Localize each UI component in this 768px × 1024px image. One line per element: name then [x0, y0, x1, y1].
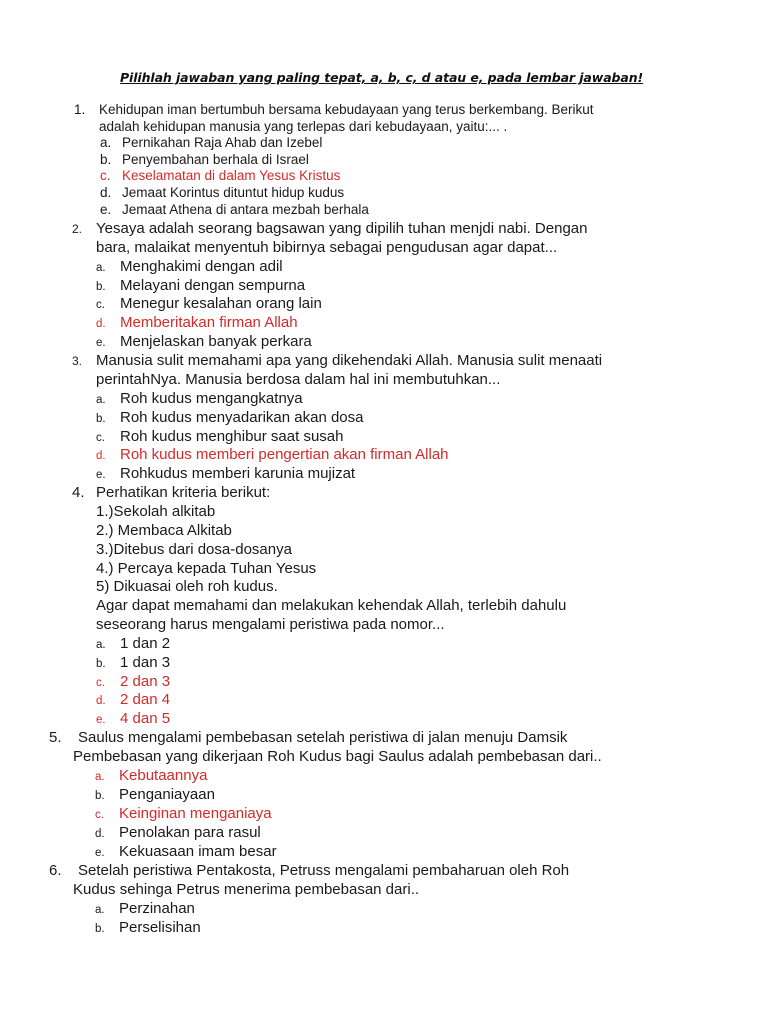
criterion-1: 1.)Sekolah alkitab	[96, 503, 216, 520]
criterion-3: 3.)Ditebus dari dosa-dosanya	[96, 541, 292, 558]
option-5e: e. Kekuasaan imam besar	[95, 843, 277, 860]
option-1c-answer: c. Keselamatan di dalam Yesus Kristus	[100, 168, 341, 183]
criterion-5: 5) Dikuasai oleh roh kudus.	[96, 578, 278, 595]
option-3a: a. Roh kudus mengangkatnya	[96, 390, 303, 407]
option-2d-answer: d. Memberitakan firman Allah	[96, 314, 298, 331]
option-3c: c. Roh kudus menghibur saat susah	[96, 428, 344, 445]
question-4-line-3: seseorang harus mengalami peristiwa pada nomor...	[96, 616, 445, 633]
option-5a-answer: a. Kebutaannya	[95, 767, 208, 784]
option-4d-answer: d. 2 dan 4	[96, 691, 171, 708]
question-6-line-2: Kudus sehinga Petrus menerima pembebasan dari..	[73, 881, 420, 898]
option-5d: d. Penolakan para rasul	[95, 824, 261, 841]
option-2a: a. Menghakimi dengan adil	[96, 258, 283, 275]
option-1b: b. Penyembahan berhala di Israel	[100, 152, 309, 167]
option-2c: c. Menegur kesalahan orang lain	[96, 295, 322, 312]
option-3e: e. Rohkudus memberi karunia mujizat	[96, 465, 356, 482]
option-4e-answer: e. 4 dan 5	[96, 710, 171, 727]
question-text: Kehidupan iman bertumbuh bersama kebudayaan yang terus berkembang. Berikut	[99, 102, 594, 117]
question-5-line-1: 5. Saulus mengalami pembebasan setelah peristiwa di jalan menuju Damsik	[49, 729, 568, 746]
question-6-line-1: 6. Setelah peristiwa Pentakosta, Petruss mengalami pembaharuan oleh Roh	[49, 862, 570, 879]
question-2-line-1: 2. Yesaya adalah seorang bagsawan yang dipilih tuhan menjdi nabi. Dengan	[72, 220, 588, 237]
option-6a: a. Perzinahan	[95, 900, 195, 917]
option-4b: b. 1 dan 3	[96, 654, 171, 671]
criterion-4: 4.) Percaya kepada Tuhan Yesus	[96, 560, 317, 577]
question-5-line-2: Pembebasan yang dikerjaan Roh Kudus bagi Saulus adalah pembebasan dari..	[73, 748, 602, 765]
question-3-line-1: 3. Manusia sulit memahami apa yang dikehendaki Allah. Manusia sulit menaati	[72, 352, 603, 369]
option-5c-answer: c. Keinginan menganiaya	[95, 805, 272, 822]
question-3-line-2: perintahNya. Manusia berdosa dalam hal ini membutuhkan...	[96, 371, 501, 388]
option-1d: d. Jemaat Korintus dituntut hidup kudus	[100, 185, 345, 200]
question-1-line-2: adalah kehidupan manusia yang terlepas dari kebudayaan, yaitu:... .	[99, 119, 508, 134]
question-1-line-1	[74, 102, 594, 117]
question-4-line-2: Agar dapat memahami dan melakukan kehendak Allah, terlebih dahulu	[96, 597, 567, 614]
option-2e: e. Menjelaskan banyak perkara	[96, 333, 312, 350]
criterion-2: 2.) Membaca Alkitab	[96, 522, 232, 539]
option-2b: b. Melayani dengan sempurna	[96, 277, 306, 294]
option-4c-answer: c. 2 dan 3	[96, 673, 171, 690]
question-number: 1.	[74, 102, 86, 117]
option-3b: b. Roh kudus menyadarikan akan dosa	[96, 409, 364, 426]
option-1e: e. Jemaat Athena di antara mezbah berhala	[100, 202, 369, 217]
question-4-line-1: 4. Perhatikan kriteria berikut:	[72, 484, 271, 501]
option-6b: b. Perselisihan	[95, 919, 201, 936]
instruction-heading: Pilihlah jawaban yang paling tepat, a, b, c, d atau e, pada lembar jawaban!	[120, 70, 644, 85]
option-5b: b. Penganiayaan	[95, 786, 215, 803]
option-4a: a. 1 dan 2	[96, 635, 171, 652]
question-2-line-2: bara, malaikat menyentuh bibirnya sebagai pengudusan agar dapat...	[96, 239, 558, 256]
option-1a: a. Pernikahan Raja Ahab dan Izebel	[100, 135, 323, 150]
option-3d-answer: d. Roh kudus memberi pengertian akan firman Allah	[96, 446, 449, 463]
